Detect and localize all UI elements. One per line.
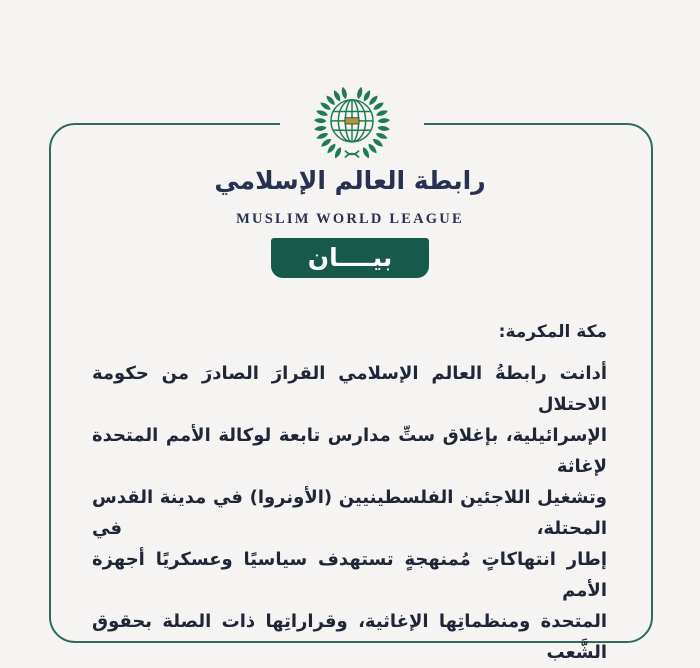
statement-body [92,358,607,668]
english-wordmark: MUSLIM WORLD LEAGUE [236,211,464,227]
statement-line: إطار انتهاكاتٍ مُمنهجةٍ تستهدف سياسيًا وعسكريًا أجهزة الأمم [92,549,607,601]
banner-label: بيــــان [307,243,393,272]
gold-band [345,118,359,124]
statement-banner [271,238,429,278]
laurel-wreath-globe-icon [313,85,391,163]
location-heading: مكة المكرمة: [498,322,607,342]
statement-line: المتحدة ومنظماتِها الإغاثية، وقراراتِها ذات الصلة بحقوق الشَّعب [92,611,607,663]
wreath-stems [345,151,359,158]
arabic-wordmark: رابطة العالم الإسلامي [214,166,486,195]
mwl-emblem [313,85,391,163]
statement-line: وتشغيل اللاجئين الفلسطينيين (الأونروا) في مدينة القدس المحتلة، في [92,487,607,539]
statement-line: الإسرائيلية، بإغلاق ستِّ مدارس تابعة لوكالة الأمم المتحدة لإغاثة [92,425,607,477]
statement-line: أدانت رابطةُ العالم الإسلامي القرارَ الصادرَ من حكومة الاحتلال [92,363,607,415]
